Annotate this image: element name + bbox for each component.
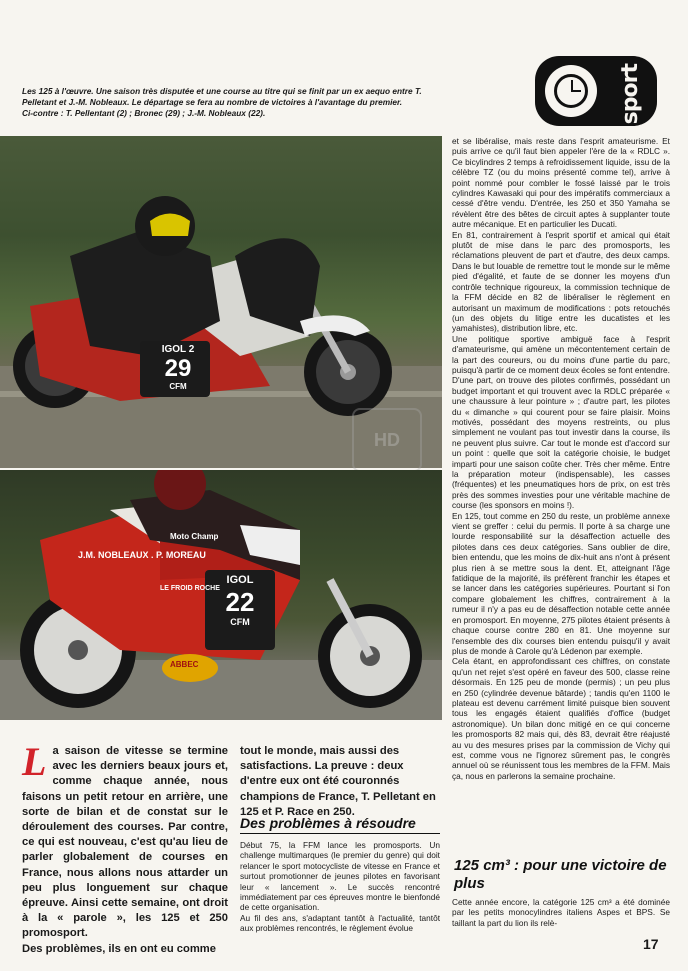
stopwatch-icon: [545, 65, 597, 117]
caption-text: Les 125 à l'œuvre. Une saison très disputée et une course au titre qui se finit par un ex aequo entre T. Pelletant et J.-M. Nobleaux. Le départage se fera au nombre de victoires à l'avantage du premier.: [22, 86, 422, 107]
paragraph: Début 75, la FFM lance les promosports. Un challenge multimarques (le premier du genre) qui doit relancer le sport motocycliste de vitesse en France et surtout promotionner de jeunes pilotes en favorisant leur « lancement ». Le succès rencontré immédiatement par ces épreuves montre le bienfondé de cette organisation.: [240, 840, 440, 913]
plate-sponsor-bottom: CFM: [230, 617, 250, 627]
paragraph: En 125, tout comme en 250 du reste, un problème annexe vient se greffer : celui du permis. Il porte à sa charge une lourde responsabilité sur la désaffection actuelle des pilotes dans ces deux catégories. Sans oublier de dire, bien entendu, que les moins de dix-huit ans n'ont à présent plus rien à se mettre sous la dent. Et, atteignant l'âge fatidique de la majorité, ils préfèrent franchir les étapes et se lancer dans les catégories supérieures. Pourtant si l'on compare globalement les chiffres, contrairement à la rumeur il n'y a pas eu de désaffection notable cette année en promosport. En moyenne, 275 pilotes étaient présents à chaque course contre 280 en 81. Une moyenne sur l'ensemble des dix courses bien entendu puisqu'il y avait plus de monde à Carole qu'à Lédenon par exemple.: [452, 510, 670, 656]
racing-number-29: 29: [164, 355, 192, 382]
subheading-problems: Des problèmes à résoudre: [240, 815, 440, 834]
paragraph: Une politique sportive ambiguë face à l'esprit d'amateurisme, qui amène un mécontentement certain de la part des coureurs, ou du moins d'une partie du parc, puisqu'à partir de ce moment deux écoles se font entendre.: [452, 333, 670, 375]
watermark-logo: HD: [352, 408, 422, 472]
article-mid-column: [240, 840, 440, 934]
sport-section-logo: [535, 56, 657, 126]
side-text: LE FROID ROCHE: [160, 585, 220, 592]
plate-brand-bottom: IGOL: [226, 574, 254, 586]
page-number: 17: [643, 936, 659, 952]
paragraph: et se libéralise, mais reste dans l'esprit amateurisme. Et puis arrive ce qu'il faut bien appeler l'ère de la « RDLC ». Ce bicylindres 2 temps à refroidissement liquide, issu de la célèbre TZ (ou du moins présenté comme tel), arrive à point nommé pour combler le fossé laissé par le trois cylindres Kawasaki qui pour des impératifs commerciaux a cessé d'être vendu. D'entrée, les 250 et 350 Yamaha se révèlent être des bêtes de circuit aptes à supplanter toute autre mécanique. Et en particulier les Ducati.: [452, 136, 670, 230]
paragraph: En 81, contrairement à l'esprit sportif et amical qui était plutôt de mise dans le parc des promosports, les réclamations pleuvent de part et d'autre, des deux camps. Dans le but louable de remettre tout le monde sur le même pied d'égalité, et faute de se donner les moyens d'un contrôle technique rigoureux, la commission technique de la FFM décide en 82 de libéraliser le règlement en autorisant un maximum de modifications : pots retouchés (un des objets du litige entre les ducatistes et les yamahistes), distribution libre, etc.: [452, 229, 670, 334]
paragraph: Au fil des ans, s'adaptant tantôt à l'actualité, tantôt aux problèmes rencontrés, le règlement évolue: [240, 912, 440, 934]
paragraph: Cela étant, en approfondissant ces chiffres, on constate qu'un net rejet s'est opéré en faveur des 500, classe reine désormais. En 125 peu de monde (permis) ; un peu plus en 250 (cylindrée devenue bâtarde) ; tandis qu'en 1100 le plateau est devenu carrément limité puisque bien souvent tous les engagés étaient qualifiés d'office (budget astronomique). Un bilan donc mitigé en ce qui concerne les promosports 82 mais qui, dès 83, devrait être réajusté au vu des mesures prises par la commission de Vichy qui est, comme vous ne l'ignorez sûrement pas, le congrès annuel où se réunissent tous les membres de la FFM. Mais ça, nous en parlerons la semaine prochaine.: [452, 656, 670, 781]
fairing-rider-text: J.M. NOBLEAUX . P. MOREAU: [78, 550, 206, 560]
article-right-column: [452, 136, 670, 781]
article-lead: [22, 739, 228, 957]
photo-motorcycle-22: [0, 470, 442, 720]
photo-caption: [22, 86, 422, 119]
tank-text: Moto Champ: [170, 532, 219, 541]
lead-text: a saison de vitesse se termine avec les derniers beaux jours et, comme chaque année, nous faisons un petit retour en arrière, une sorte de bilan et de constat sur le déroulement des courses. Par contre, ce qui est nouveau, c'est qu'au lieu de parler globalement de courses en France, nous allons nous attarder un peu plus longuement sur chaque épreuve. Ainsi cette semaine, ont droit à la « parole », les 125 et 250 promosport.: [22, 745, 228, 940]
paragraph: D'une part, on trouve des pilotes confirmés, possédant un budget important et qui trouvent avec la RDLC préparée « une chaussure à leur pointure » ; d'autre part, les pilotes du « dimanche » qui courent pour se faire plaisir. Moins motivés, possédant des moyens restreints, ou plus simplement ne voulant pas tout investir dans la course, ils ne peuvent plus suivre. Car tout le monde est d'accord sur un point : quelle que soit la catégorie choisie, le budget imparti pour une saison coûte cher. Très cher même. Entre la préparation moteur (indispensable), les casses (fréquentes) et les pneumatiques hors de prix, on est très près des sommes investies pour une véritable machine de course (les sponsors en moins !).: [452, 375, 670, 511]
plate-brand: CFM: [169, 382, 187, 391]
lead-last-line: Des problèmes, ils en ont eu comme: [22, 942, 216, 955]
subheading-125cc: 125 cm³ : pour une victoire de plus: [454, 857, 667, 892]
drop-cap: L: [22, 739, 47, 784]
racing-number-22: 22: [225, 587, 255, 617]
plate-sponsor: IGOL 2: [161, 344, 195, 355]
article-right-column-continued: Cette année encore, la catégorie 125 cm³ a été dominée par les petits monocylindres italiens Aspes et BPS. Se taillant la part du lion ils relè-: [452, 897, 670, 928]
caption-credits: Ci-contre : T. Pellentant (2) ; Bronec (29) ; J.-M. Nobleaux (22).: [22, 108, 266, 118]
lower-sticker-text: ABBEC: [170, 660, 199, 669]
logo-word: sport: [618, 64, 643, 125]
lead-continued: tout le monde, mais aussi des satisfactions. La preuve : deux d'entre eux ont été couronnés champions de France, T. Pelletant en 125 et P. Race en 250.: [240, 745, 436, 818]
